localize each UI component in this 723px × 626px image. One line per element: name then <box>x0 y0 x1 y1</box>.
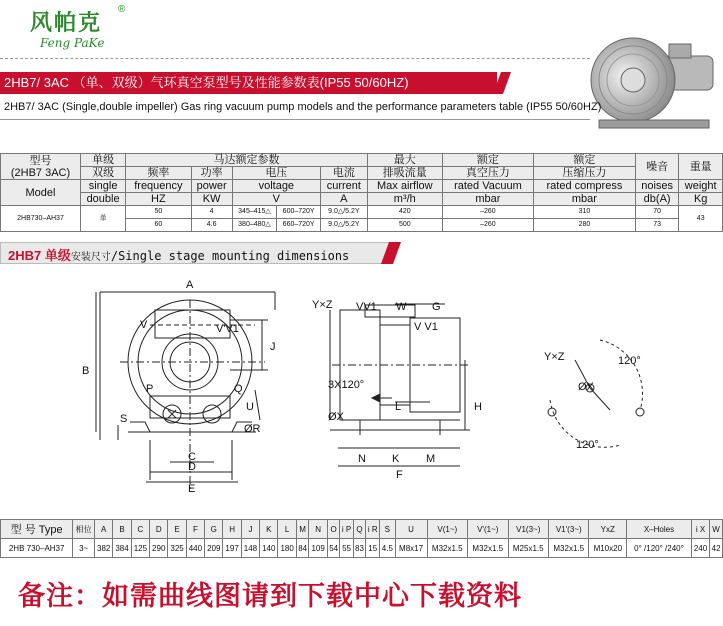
table-title: 2HB7/ 3AC （单、双级）气环真空泵型号及性能参数表(IP55 50/60HZ) <box>0 72 497 94</box>
dim-value-cell: 83 <box>353 539 366 558</box>
dim-value-cell: 209 <box>205 539 223 558</box>
dim-value-cell: 109 <box>309 539 327 558</box>
download-note: 备注：如需曲线图请到下载中心下载资料 <box>18 581 522 612</box>
vacuum-header: 额定 <box>442 154 533 167</box>
dim-vv1b-label: V V1 <box>414 321 438 333</box>
dim-f-label: F <box>396 469 403 481</box>
dim-120a-label: 120° <box>618 355 641 367</box>
dim-value-cell: M32x1.5 <box>468 539 508 558</box>
airflow-header: 最大 <box>367 154 442 167</box>
weight-header: 重量 <box>679 154 723 180</box>
dim-header-cell: D <box>150 520 168 539</box>
dim-value-cell: 440 <box>186 539 204 558</box>
dim-header-cell: C <box>131 520 149 539</box>
dim-value-cell: 148 <box>241 539 259 558</box>
dim-value-cell: M32x1.5 <box>427 539 467 558</box>
dim-h-label: H <box>474 401 482 413</box>
dim-3x120-label: 3X120° <box>328 379 365 391</box>
header-divider <box>0 58 590 59</box>
dim-g-label: G <box>432 301 441 313</box>
dim-value-cell: 140 <box>260 539 278 558</box>
stage-cell: 单 <box>81 206 126 232</box>
dim-value-cell: M25x1.5 <box>508 539 548 558</box>
dim-value-cell: M8x17 <box>395 539 427 558</box>
dim-header-cell: G <box>205 520 223 539</box>
dim-header-cell: S <box>380 520 395 539</box>
dim-header-cell: V(1~) <box>427 520 467 539</box>
dim-ox2-label: ØX <box>578 381 594 393</box>
dim-ox-label: ØX <box>328 411 344 423</box>
dim-w-label: W <box>396 301 407 313</box>
weight-cell: 43 <box>679 206 723 232</box>
dim-header-cell: i X <box>691 520 709 539</box>
dim-value-cell: 290 <box>150 539 168 558</box>
dim-value-cell: 325 <box>168 539 186 558</box>
mounting-dimension-drawing <box>0 270 723 510</box>
dim-value-cell: 42 <box>710 539 723 558</box>
dim-header-row <box>1 520 723 539</box>
dim-m-label: M <box>426 453 436 465</box>
front-view <box>96 292 275 490</box>
dim-header-cell: E <box>168 520 186 539</box>
noise-header: 噪音 <box>635 154 679 180</box>
dim-header-cell: F <box>186 520 204 539</box>
dimension-table <box>0 519 723 558</box>
dim-r-label: ØR <box>244 423 261 435</box>
dim-value-cell: 84 <box>296 539 309 558</box>
dim-header-cell: N <box>309 520 327 539</box>
section-title: 2HB7 单级安装尺寸/Single stage mounting dimensions <box>8 248 350 263</box>
motor-header: 马达额定参数 <box>126 154 368 167</box>
dim-value-cell: 15 <box>366 539 380 558</box>
dim-v-label: V <box>140 319 148 331</box>
dim-value-cell: M32x1.5 <box>548 539 588 558</box>
dim-120b-label: 120° <box>576 439 599 451</box>
dim-d-label: D <box>188 461 196 473</box>
dim-s-label: S <box>120 413 128 425</box>
dim-u-label: U <box>246 401 254 413</box>
dim-header-cell: X–Holes <box>627 520 692 539</box>
pump-photo <box>585 18 721 136</box>
dim-yxz2-label: Y×Z <box>544 351 565 363</box>
dim-value-cell: 384 <box>113 539 131 558</box>
subtitle-underline <box>0 119 590 120</box>
dim-header-cell: O <box>327 520 340 539</box>
dim-v1-label: V'V1 <box>216 323 239 335</box>
dim-value-cell: 0° /120° /240° <box>627 539 692 558</box>
dim-value-cell: 4.5 <box>380 539 395 558</box>
brand-logo-cn: 风帕克 <box>30 10 103 36</box>
dim-value-cell: 2HB 730–AH37 <box>1 539 73 558</box>
dim-value-cell: 55 <box>340 539 353 558</box>
dim-value-cell: 3~ <box>73 539 95 558</box>
model-header: 型号 (2HB7 3AC) <box>1 154 81 180</box>
dim-header-cell: 相位 <box>73 520 95 539</box>
dim-header-cell: L <box>278 520 296 539</box>
dim-header-cell: V'(1~) <box>468 520 508 539</box>
dim-j-label: J <box>270 341 276 353</box>
dim-header-cell: i R <box>366 520 380 539</box>
dim-value-cell: 180 <box>278 539 296 558</box>
dim-header-cell: K <box>260 520 278 539</box>
dim-n-label: N <box>358 453 366 465</box>
dim-vv1-label: VV1 <box>356 301 377 313</box>
dim-c-label: C <box>188 451 196 463</box>
dim-k-label: K <box>392 453 400 465</box>
dim-yxz-label: Y×Z <box>312 299 333 311</box>
dim-value-cell: 125 <box>131 539 149 558</box>
dim-value-cell: 54 <box>327 539 340 558</box>
dim-value-row <box>1 539 723 558</box>
dim-l-label: L <box>395 401 402 413</box>
table-subtitle: 2HB7/ 3AC (Single,double impeller) Gas ring vacuum pump models and the performance parameters table (IP55 50/60HZ) <box>4 101 602 113</box>
dim-header-cell: J <box>241 520 259 539</box>
performance-table: 型号 (2HB7 3AC) 单级 马达额定参数 最大 额定 额定 噪音 重量 双级 频率 功率 电压 电流 排吸流量 真空压力 压缩压力 Model single frequency power voltage current Max airflow rated Vacuum rated compress noises weight double HZ KW V A m³/h mbar mbar db(A) Kg 2HB730–AH37 单 50 4 345–415△ 600–720Y 9.0△/5.2Y 420 –260 310 70 43 60 4.6 380–480△ 660–720Y 9.0△/5.2Y 500 –260 280 73 <box>0 153 723 232</box>
dim-header-cell: i P <box>340 520 353 539</box>
dim-header-cell: 型 号 Type <box>1 520 73 539</box>
dim-p-label: P <box>146 383 154 395</box>
dim-header-cell: YxZ <box>589 520 627 539</box>
dim-header-cell: A <box>95 520 113 539</box>
dim-a-label: A <box>186 279 194 291</box>
dim-header-cell: V1(3~) <box>508 520 548 539</box>
dim-value-cell: 382 <box>95 539 113 558</box>
model-cell: 2HB730–AH37 <box>1 206 81 232</box>
dim-header-cell: V1'(3~) <box>548 520 588 539</box>
dim-value-cell: M10x20 <box>589 539 627 558</box>
registered-mark: ® <box>118 4 126 15</box>
dim-header-cell: B <box>113 520 131 539</box>
dim-value-cell: 240 <box>691 539 709 558</box>
dim-e-label: E <box>188 483 196 495</box>
dim-header-cell: W <box>710 520 723 539</box>
dim-b-label: B <box>82 365 90 377</box>
dim-header-cell: H <box>223 520 241 539</box>
dim-header-cell: U <box>395 520 427 539</box>
dim-value-cell: 197 <box>223 539 241 558</box>
dim-q-label: Q <box>234 383 243 395</box>
stage-header: 单级 <box>81 154 126 167</box>
compress-header: 额定 <box>533 154 635 167</box>
dim-header-cell: Q <box>353 520 366 539</box>
brand-logo-en: Feng PaKe <box>40 36 105 50</box>
dim-header-cell: M <box>296 520 309 539</box>
